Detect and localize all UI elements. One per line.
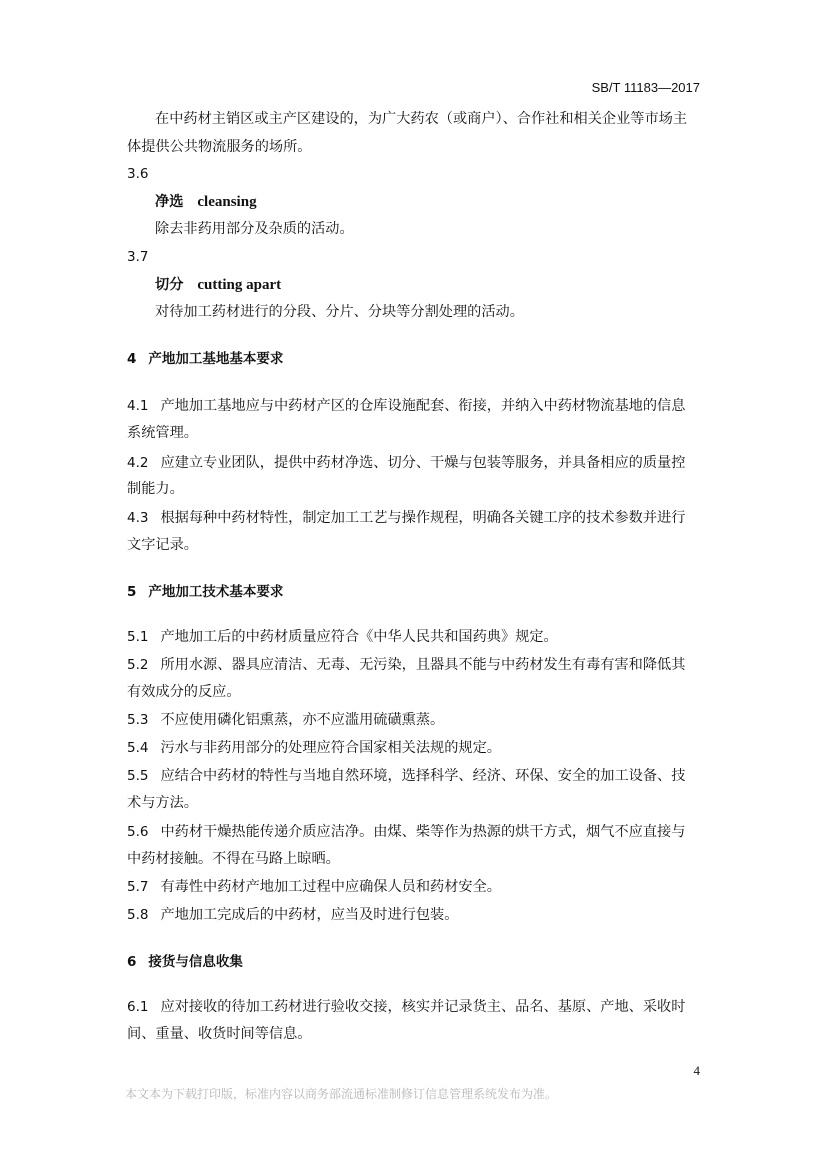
- clause-text: 产地加工完成后的中药材，应当及时进行包装。: [160, 907, 459, 923]
- clause-line: [127, 878, 501, 896]
- clause-line: [127, 454, 685, 472]
- clause-text: 污水与非药用部分的处理应符合国家相关法规的规定。: [160, 740, 501, 756]
- clause-number: 5.3: [127, 712, 149, 728]
- section-title: 产地加工基地基本要求: [148, 351, 284, 367]
- clause-number: 5.7: [127, 879, 149, 895]
- clause-text: 产地加工后的中药材质量应符合《中华人民共和国药典》规定。: [160, 629, 558, 645]
- clause-number: 5.5: [127, 768, 149, 784]
- clause-number: 6.1: [127, 999, 149, 1015]
- section-number: 4: [127, 351, 137, 367]
- clause-text: 有毒性中药材产地加工过程中应确保人员和药材安全。: [160, 879, 501, 895]
- clause-line: [127, 767, 685, 785]
- clause-continuation: 系统管理。: [127, 425, 198, 441]
- clause-text: 应建立专业团队，提供中药材净选、切分、干燥与包装等服务，并具备相应的质量控: [160, 455, 686, 471]
- clause-continuation: 有效成分的反应。: [127, 684, 241, 700]
- term-definition: 除去非药用部分及杂质的活动。: [155, 221, 354, 237]
- intro-line-1: 在中药材主销区或主产区建设的，为广大药农（或商户）、合作社和相关企业等市场主: [155, 111, 688, 127]
- clause-continuation: 文字记录。: [127, 537, 198, 553]
- clause-line: [127, 823, 685, 841]
- download-notice: 本文本为下载打印版，标准内容以商务部流通标准制修订信息管理系统发布为准。: [125, 1087, 558, 1101]
- clause-number: 5.2: [127, 657, 149, 673]
- clause-text: 不应使用磷化铝熏蒸，亦不应滥用硫磺熏蒸。: [160, 712, 445, 728]
- clause-line: [127, 998, 685, 1016]
- section-title: 产地加工技术基本要求: [148, 584, 284, 600]
- clause-continuation: 制能力。: [127, 481, 184, 497]
- clause-text: 中药材干燥热能传递介质应洁净。由煤、柴等作为热源的烘干方式，烟气不应直接与: [160, 824, 686, 840]
- clause-text: 产地加工基地应与中药材产区的仓库设施配套、衔接，并纳入中药材物流基地的信息: [160, 398, 686, 414]
- clause-line: [127, 739, 501, 757]
- page-number: 4: [693, 1063, 700, 1078]
- section-heading: [127, 347, 283, 367]
- clause-continuation: 间、重量、收货时间等信息。: [127, 1026, 312, 1042]
- section-number: 6: [127, 954, 137, 970]
- term-number: 3.6: [127, 166, 149, 182]
- clause-text: 应对接收的待加工药材进行验收交接，核实并记录货主、品名、基原、产地、采收时: [160, 999, 686, 1015]
- term-zh: 切分: [155, 277, 184, 293]
- clause-number: 4.1: [127, 398, 149, 414]
- section-number: 5: [127, 584, 137, 600]
- clause-number: 5.8: [127, 907, 149, 923]
- term-en: cleansing: [197, 194, 257, 210]
- section-title: 接货与信息收集: [148, 954, 243, 970]
- clause-line: [127, 628, 558, 646]
- term-heading: [155, 276, 281, 294]
- clause-line: [127, 509, 685, 527]
- term-en: cutting apart: [197, 277, 282, 293]
- term-number: 3.7: [127, 249, 149, 265]
- document-number: SB/T 11183—2017: [591, 80, 700, 95]
- clause-line: [127, 397, 685, 415]
- clause-text: 根据每种中药材特性，制定加工工艺与操作规程，明确各关键工序的技术参数并进行: [160, 510, 686, 526]
- clause-line: [127, 656, 685, 674]
- term-heading: [155, 193, 257, 211]
- clause-number: 5.1: [127, 629, 149, 645]
- term-zh: 净选: [155, 194, 184, 210]
- term-definition: 对待加工药材进行的分段、分片、分块等分割处理的活动。: [155, 304, 524, 320]
- clause-text: 应结合中药材的特性与当地自然环境，选择科学、经济、环保、安全的加工设备、技: [160, 768, 686, 784]
- clause-continuation: 术与方法。: [127, 795, 198, 811]
- section-heading: [127, 950, 243, 970]
- clause-line: [127, 906, 458, 924]
- clause-text: 所用水源、器具应清洁、无毒、无污染，且器具不能与中药材发生有毒有害和降低其: [160, 657, 686, 673]
- clause-continuation: 中药材接触。不得在马路上晾晒。: [127, 851, 340, 867]
- intro-line-2: 体提供公共物流服务的场所。: [127, 139, 312, 155]
- clause-number: 4.2: [127, 455, 149, 471]
- clause-number: 5.4: [127, 740, 149, 756]
- section-heading: [127, 580, 283, 600]
- clause-number: 5.6: [127, 824, 149, 840]
- clause-number: 4.3: [127, 510, 149, 526]
- clause-line: [127, 711, 444, 729]
